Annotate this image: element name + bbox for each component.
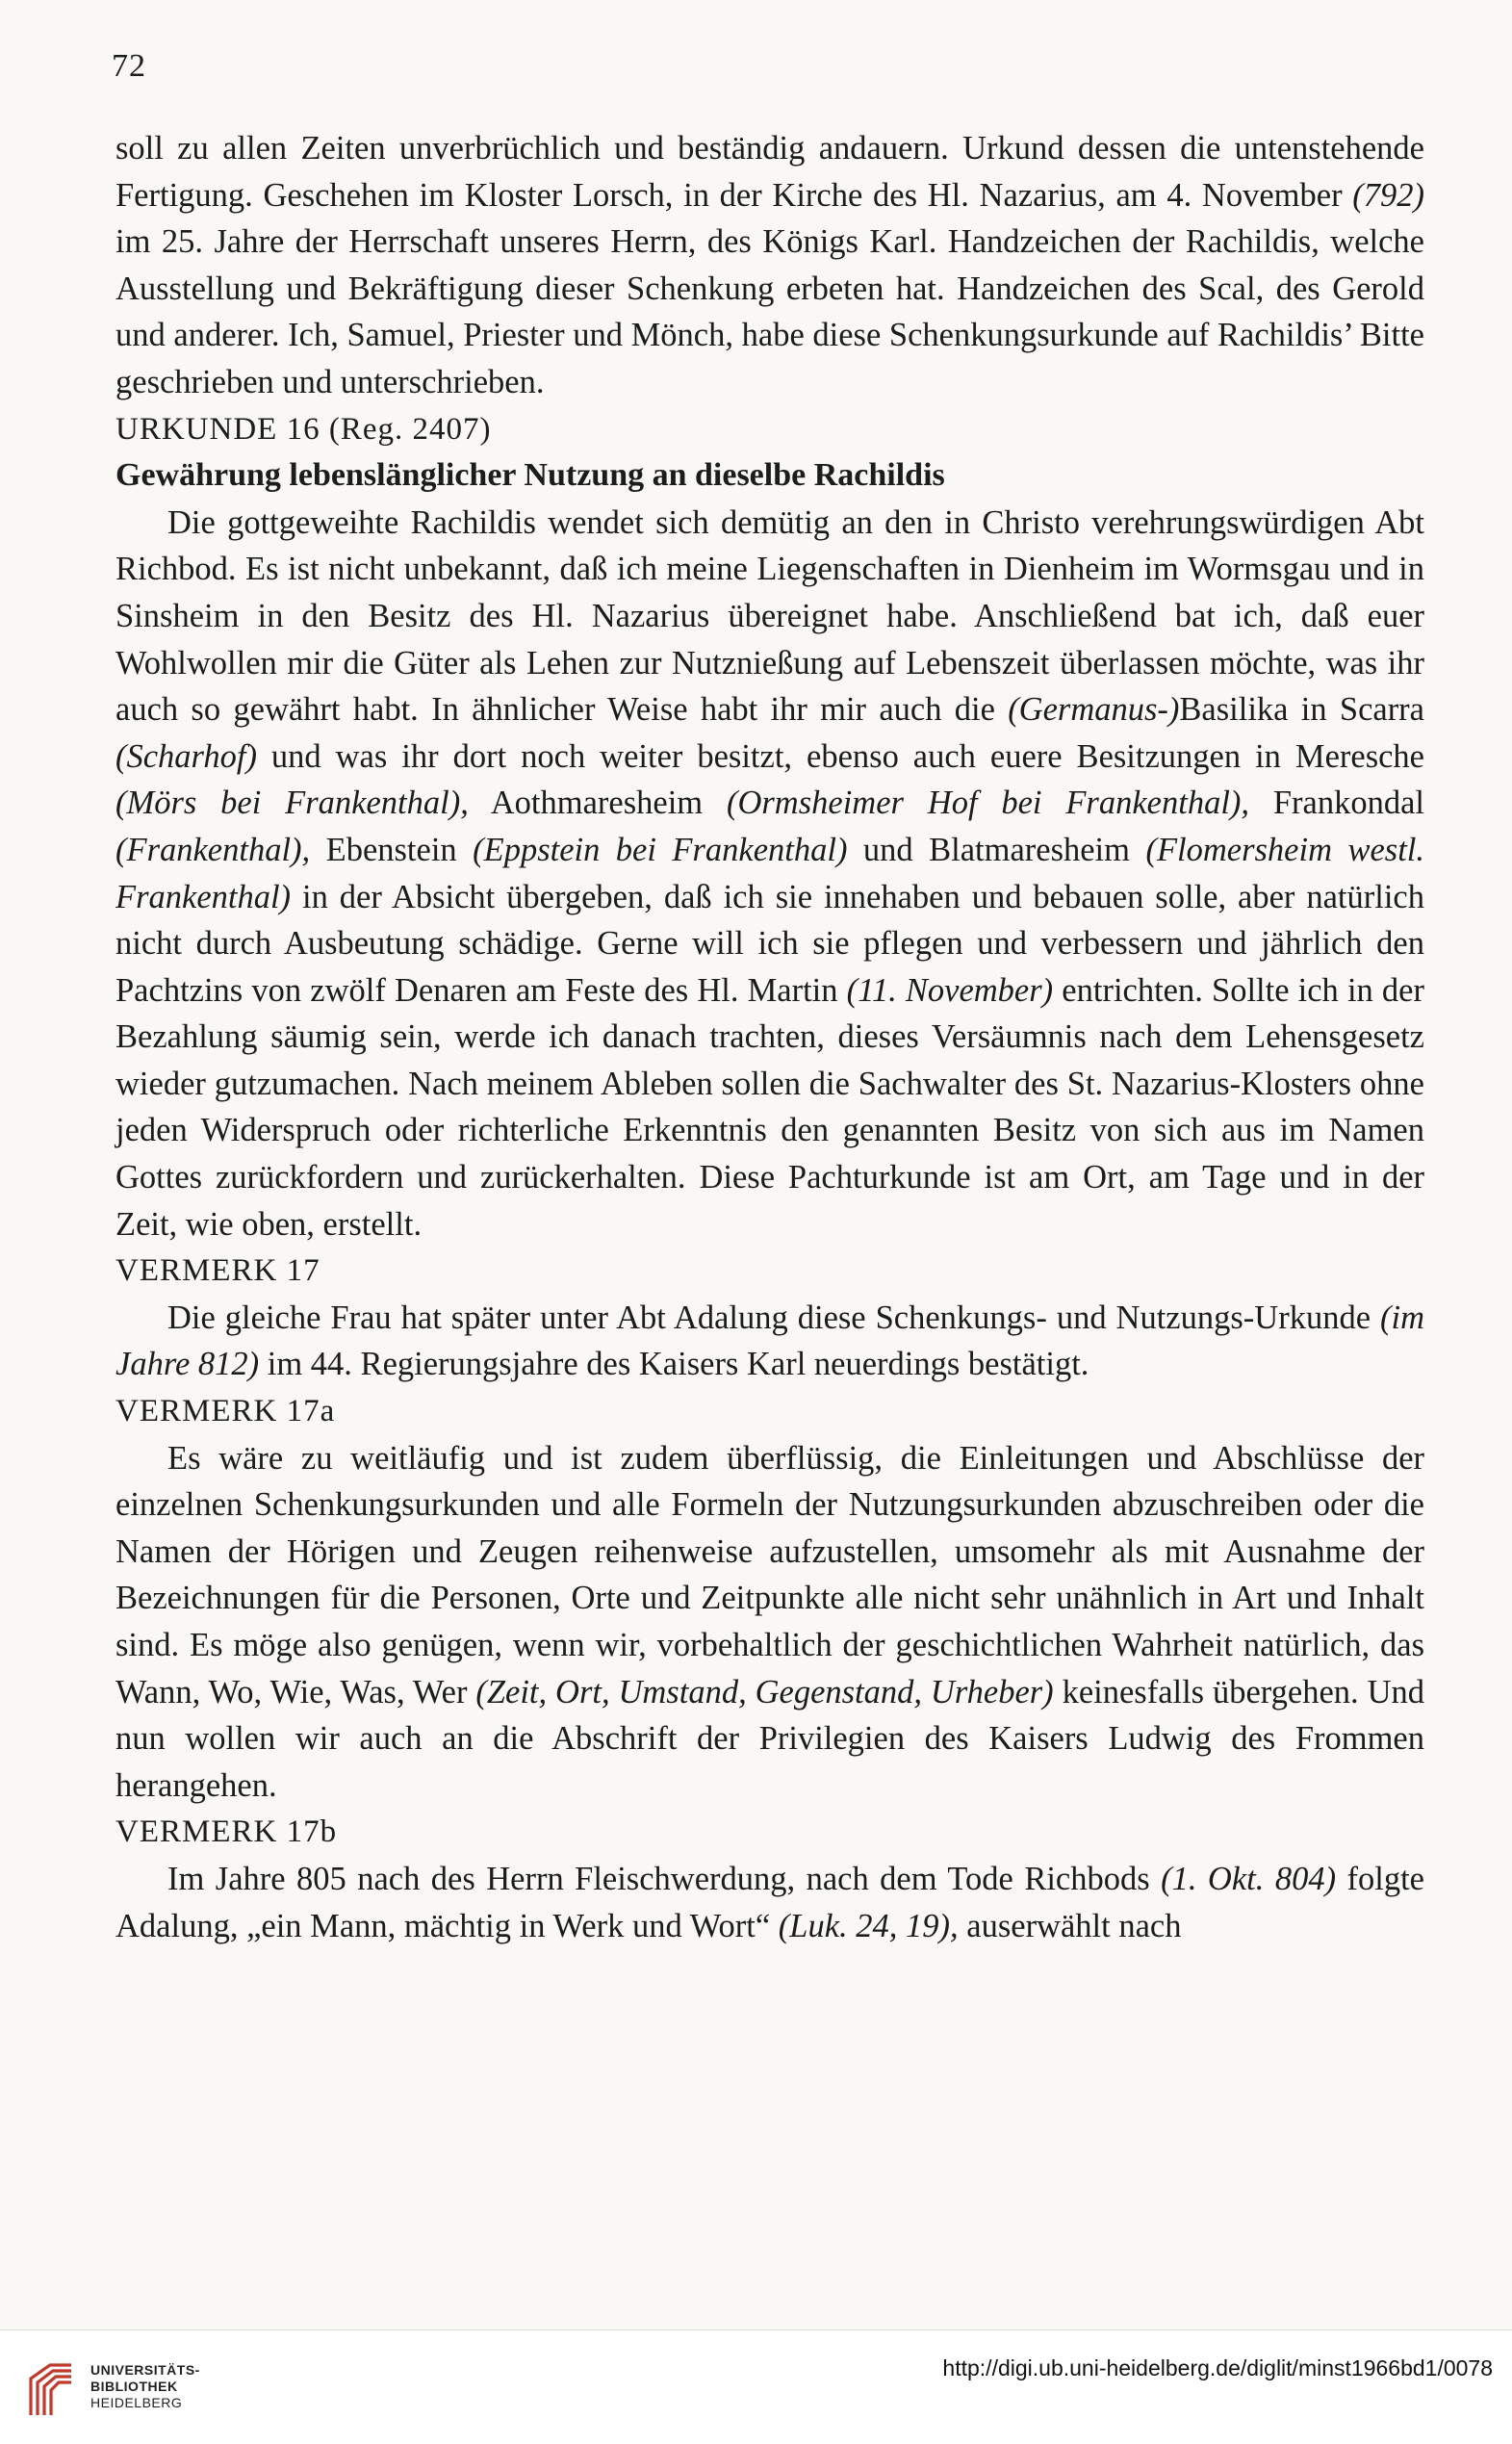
paragraph-2 <box>115 500 1424 1248</box>
source-url-link[interactable]: http://digi.ub.uni-heidelberg.de/diglit/minst1966bd1/0078 <box>942 2355 1493 2380</box>
library-name-line-2: BIBLIOTHEK <box>90 2379 178 2394</box>
text-run: auserwählt nach <box>958 1907 1182 1944</box>
text-run: Im Jahre 805 nach des Herrn Fleischwerdung, nach dem Tode Richbods <box>167 1860 1162 1897</box>
paragraph-5 <box>115 1856 1424 1949</box>
text-run: Die gleiche Frau hat später unter Abt Adalung diese Schenkungs- und Nutzungs-Urkunde <box>167 1299 1380 1336</box>
italic-text-run: (Mörs bei Frankenthal), <box>115 785 469 822</box>
paragraph-3 <box>115 1295 1424 1388</box>
library-name <box>90 2362 200 2411</box>
italic-text-run: (Luk. 24, 19), <box>778 1907 959 1944</box>
italic-text-run: (11. November) <box>846 971 1054 1009</box>
vermerk-17-heading: VERMERK 17 <box>115 1253 320 1289</box>
text-run: entrichten. Sollte ich in der Bezahlung säumig sein, werde ich danach trachten, dieses Versäumnis nach dem Lehensgesetz wieder gutzumachen. Nach meinem Ableben sollen die Sachwalter des St. Nazarius-Klosters ohne jeden Widerspruch oder richterliche Erkenntnis den genannten Besitz von sich aus im Namen Gottes zurückfordern und zurückerhalten. Diese Pachturkunde ist am Ort, am Tage und in der Zeit, wie oben, erstellt. <box>115 971 1424 1243</box>
vermerk-17b-heading: VERMERK 17b <box>115 1814 338 1850</box>
text-run: Die gottgeweihte Rachildis wendet sich demütig an den in Christo verehrungswürdigen Abt Richbod. Es ist nicht unbekannt, daß ich meine Liegenschaften in Dienheim im Wormsgau und in Sinsheim in den Besitz des Hl. Nazarius übereignet habe. Anschließend bat ich, daß euer Wohlwollen mir die Güter als Lehen zur Nutznießung auf Lebenszeit überlassen möchte, was ihr auch so gewährt habt. In ähnlicher Weise habt ihr mir auch die <box>115 503 1424 729</box>
page-text <box>115 125 1424 1949</box>
italic-text-run: (im Jahre 812) <box>115 1299 1424 1383</box>
university-library-logo-icon <box>21 2357 79 2419</box>
italic-text-run: (1. Okt. 804) <box>1161 1860 1337 1897</box>
italic-text-run: (Eppstein bei Frankenthal) <box>473 831 848 868</box>
footer-bar <box>0 2329 1512 2444</box>
text-run: Ebenstein <box>310 831 474 868</box>
text-run: soll zu allen Zeiten unverbrüchlich und beständig andauern. Urkund dessen die untenstehende Fertigung. Geschehen im Kloster Lorsch, in der Kirche des Hl. Nazarius, am 4. November <box>115 130 1424 214</box>
text-run: in der Absicht übergeben, daß ich sie innehaben und bebauen solle, aber natürlich nicht durch Ausbeutung schädige. Gerne will ich sie pflegen und verbessern und jährlich den Pachtzins von zwölf Denaren am Feste des Hl. Martin <box>115 878 1424 1009</box>
text-run: Aothmaresheim <box>468 785 727 822</box>
library-name-line-3: HEIDELBERG <box>90 2395 183 2410</box>
vermerk-17a-heading: VERMERK 17a <box>115 1394 336 1429</box>
italic-text-run: (Flomersheim westl. Frankenthal) <box>115 831 1424 915</box>
page-number: 72 <box>112 48 146 84</box>
text-run: und Blatmaresheim <box>847 831 1146 868</box>
logo-strokes <box>31 2365 71 2415</box>
italic-text-run: (Scharhof) <box>115 737 257 775</box>
text-run: im 44. Regierungsjahre des Kaisers Karl neuerdings bestätigt. <box>259 1346 1089 1383</box>
urkunde-subheading: Gewährung lebenslänglicher Nutzung an dieselbe Rachildis <box>115 457 945 494</box>
text-run: Frankondal <box>1249 785 1425 822</box>
italic-text-run: (Frankenthal), <box>115 831 311 868</box>
italic-text-run: (Zeit, Ort, Umstand, Gegenstand, Urheber) <box>475 1673 1054 1711</box>
italic-text-run: (Ormsheimer Hof bei Frankenthal), <box>726 785 1250 822</box>
paragraph-1 <box>115 125 1424 406</box>
text-run: im 25. Jahre der Herrschaft unseres Herrn, des Königs Karl. Handzeichen der Rachildis, welche Ausstellung und Bekräftigung dieser Schenkung erbeten hat. Handzeichen des Scal, des Gerold und anderer. Ich, Samuel, Priester und Mönch, habe diese Schenkungsurkunde auf Rachildis’ Bitte geschrieben und unterschrieben. <box>115 223 1424 400</box>
italic-text-run: (Germanus-) <box>1008 691 1180 729</box>
text-run: und was ihr dort noch weiter besitzt, ebenso auch euere Besitzungen in Meresche <box>256 737 1424 775</box>
italic-text-run: (792) <box>1352 176 1424 214</box>
library-name-line-1: UNIVERSITÄTS- <box>90 2362 200 2378</box>
paragraph-4 <box>115 1435 1424 1810</box>
urkunde-heading: URKUNDE 16 (Reg. 2407) <box>115 411 492 447</box>
text-run: folgte Adalung, „ein Mann, mächtig in Werk und Wort“ <box>115 1860 1424 1944</box>
text-run: Es wäre zu weitläufig und ist zudem überflüssig, die Einleitungen und Abschlüsse der einzelnen Schenkungsurkunden und alle Formeln der Nutzungsurkunden abzuschreiben oder die Namen der Hörigen und Zeugen reihenweise aufzustellen, umsomehr als mit Ausnahme der Bezeichnungen für die Personen, Orte und Zeitpunkte alle nicht sehr unähnlich in Art und Inhalt sind. Es möge also genügen, wenn wir, vorbehaltlich der geschichtlichen Wahrheit natürlich, das Wann, Wo, Wie, Was, Wer <box>115 1439 1424 1711</box>
text-run: keinesfalls übergehen. Und nun wollen wir auch an die Abschrift der Privilegien des Kaisers Ludwig des Frommen herangehen. <box>115 1673 1424 1804</box>
text-run: Basilika in Scarra <box>1179 691 1424 729</box>
